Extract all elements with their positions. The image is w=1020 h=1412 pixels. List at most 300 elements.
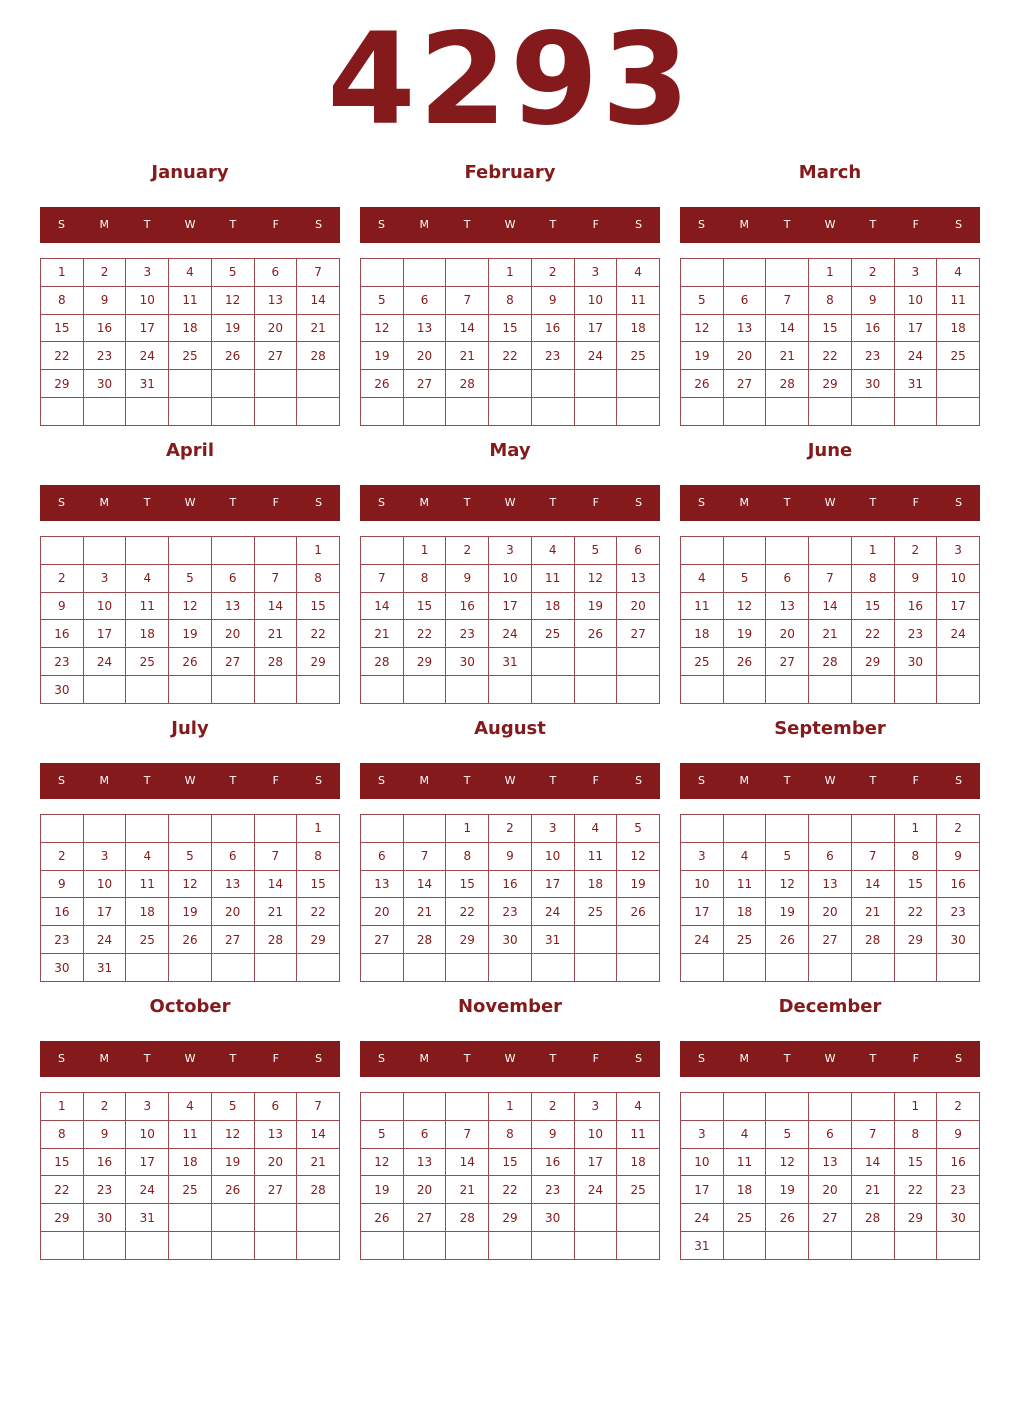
day-cell: 24 [574,1176,617,1204]
day-cell: 20 [809,1176,852,1204]
day-cell: 4 [617,1093,660,1121]
day-cell: 18 [617,1148,660,1176]
day-cell: 21 [766,342,809,370]
week-row [41,926,340,954]
weekday-label: T [463,218,471,231]
week-row [681,286,980,314]
day-cell: 19 [169,620,212,648]
day-cell: 28 [254,648,297,676]
empty-day-cell [211,815,254,843]
day-cell: 2 [937,1093,980,1121]
empty-day-cell [574,398,617,426]
day-cell: 14 [809,592,852,620]
day-cell: 24 [83,648,126,676]
empty-day-cell [446,954,489,982]
weekday-header [40,485,340,521]
empty-day-cell [766,954,809,982]
day-cell: 3 [531,815,574,843]
day-cell: 21 [403,898,446,926]
day-cell: 16 [83,1148,126,1176]
day-cell: 27 [617,620,660,648]
week-row [41,259,340,287]
day-cell: 29 [403,648,446,676]
year-title: 4293 [327,5,693,153]
empty-day-cell [894,676,937,704]
day-cell: 23 [531,342,574,370]
empty-day-cell [254,537,297,565]
day-cell: 27 [254,1176,297,1204]
weekday-label: F [912,1052,919,1065]
day-grid [360,536,660,704]
empty-day-cell [126,1232,169,1260]
day-cell: 3 [83,842,126,870]
day-cell: 17 [574,1148,617,1176]
day-cell: 15 [297,592,340,620]
day-cell: 24 [126,1176,169,1204]
day-cell: 6 [403,1120,446,1148]
empty-day-cell [766,1093,809,1121]
day-cell: 25 [126,926,169,954]
empty-day-cell [83,1232,126,1260]
empty-day-cell [531,676,574,704]
empty-day-cell [446,676,489,704]
day-cell: 13 [809,870,852,898]
weekday-header [680,485,980,521]
day-cell: 22 [403,620,446,648]
day-cell: 28 [809,648,852,676]
week-row [681,398,980,426]
day-cell: 31 [489,648,532,676]
day-cell: 23 [41,926,84,954]
day-cell: 17 [83,898,126,926]
day-cell: 2 [851,259,894,287]
day-cell: 5 [766,1120,809,1148]
day-grid [680,814,980,982]
empty-day-cell [937,676,980,704]
empty-day-cell [617,398,660,426]
weekday-label: W [824,218,836,231]
day-cell: 26 [211,342,254,370]
day-cell: 25 [723,926,766,954]
day-cell: 31 [681,1232,724,1260]
day-cell: 14 [297,286,340,314]
day-cell: 10 [531,842,574,870]
day-cell: 14 [446,1148,489,1176]
empty-day-cell [851,398,894,426]
day-cell: 12 [169,870,212,898]
day-cell: 23 [894,620,937,648]
week-row [41,1176,340,1204]
day-cell: 13 [211,870,254,898]
day-cell: 10 [126,1120,169,1148]
day-cell: 26 [169,926,212,954]
day-cell: 17 [489,592,532,620]
week-row [361,370,660,398]
empty-day-cell [723,1232,766,1260]
day-cell: 12 [169,592,212,620]
empty-day-cell [361,259,404,287]
empty-day-cell [894,954,937,982]
day-cell: 22 [809,342,852,370]
day-cell: 10 [937,564,980,592]
day-cell: 4 [617,259,660,287]
weekday-label: T [463,774,471,787]
day-cell: 11 [574,842,617,870]
day-cell: 10 [83,592,126,620]
week-row [361,1093,660,1121]
empty-day-cell [766,1232,809,1260]
empty-day-cell [531,1232,574,1260]
day-cell: 12 [361,1148,404,1176]
day-cell: 13 [723,314,766,342]
day-cell: 29 [851,648,894,676]
month-name: May [489,440,531,461]
weekday-label: T [229,496,237,509]
day-cell: 14 [766,314,809,342]
day-cell: 11 [617,286,660,314]
weekday-label: W [824,774,836,787]
day-cell: 6 [211,842,254,870]
day-cell: 29 [297,648,340,676]
month-name: July [171,718,209,739]
empty-day-cell [446,398,489,426]
weekday-label: T [783,496,791,509]
day-cell: 5 [169,564,212,592]
weekday-label: F [912,774,919,787]
day-cell: 3 [894,259,937,287]
empty-day-cell [403,815,446,843]
day-cell: 27 [211,926,254,954]
day-cell: 23 [41,648,84,676]
day-cell: 25 [617,1176,660,1204]
week-row [41,370,340,398]
weekday-label: F [272,218,279,231]
empty-day-cell [681,259,724,287]
empty-day-cell [681,954,724,982]
day-cell: 19 [361,342,404,370]
day-cell: 14 [254,592,297,620]
day-cell: 6 [254,259,297,287]
empty-day-cell [446,1232,489,1260]
empty-day-cell [574,676,617,704]
empty-day-cell [809,815,852,843]
day-cell: 21 [254,620,297,648]
day-cell: 20 [723,342,766,370]
day-cell: 15 [403,592,446,620]
month-name: June [807,440,853,461]
day-cell: 15 [41,1148,84,1176]
day-cell: 11 [681,592,724,620]
empty-day-cell [254,398,297,426]
empty-day-cell [681,676,724,704]
day-cell: 24 [574,342,617,370]
day-cell: 11 [531,564,574,592]
day-cell: 11 [937,286,980,314]
empty-day-cell [297,954,340,982]
day-cell: 12 [211,1120,254,1148]
day-cell: 16 [446,592,489,620]
week-row [361,1204,660,1232]
empty-day-cell [809,537,852,565]
weekday-label: W [184,496,196,509]
day-cell: 10 [894,286,937,314]
day-cell: 3 [574,259,617,287]
weekday-label: S [377,496,385,509]
day-cell: 1 [403,537,446,565]
empty-day-cell [681,815,724,843]
week-row [681,370,980,398]
week-row [681,1232,980,1260]
weekday-label: W [504,1052,516,1065]
day-cell: 28 [851,1204,894,1232]
day-cell: 26 [723,648,766,676]
day-cell: 17 [937,592,980,620]
day-cell: 24 [489,620,532,648]
day-cell: 5 [681,286,724,314]
day-cell: 6 [809,842,852,870]
day-cell: 1 [894,1093,937,1121]
empty-day-cell [851,954,894,982]
day-cell: 28 [297,342,340,370]
day-cell: 27 [403,370,446,398]
empty-day-cell [403,1093,446,1121]
empty-day-cell [574,926,617,954]
day-cell: 26 [574,620,617,648]
weekday-label: T [549,496,557,509]
weekday-label: M [419,774,430,787]
empty-day-cell [937,398,980,426]
day-cell: 4 [723,1120,766,1148]
empty-day-cell [126,954,169,982]
day-cell: 26 [766,1204,809,1232]
empty-day-cell [723,537,766,565]
empty-day-cell [211,1232,254,1260]
week-row [681,1148,980,1176]
day-cell: 8 [809,286,852,314]
day-cell: 7 [809,564,852,592]
day-cell: 25 [937,342,980,370]
month-name: March [798,162,862,183]
day-cell: 20 [617,592,660,620]
day-cell: 29 [894,1204,937,1232]
day-cell: 8 [894,1120,937,1148]
week-row [681,954,980,982]
day-cell: 10 [489,564,532,592]
day-cell: 10 [126,286,169,314]
day-cell: 5 [361,286,404,314]
day-cell: 20 [254,314,297,342]
weekday-header [40,207,340,243]
day-cell: 23 [531,1176,574,1204]
day-cell: 22 [894,898,937,926]
weekday-label: M [739,1052,750,1065]
weekday-label: S [697,496,705,509]
empty-day-cell [723,676,766,704]
weekday-label: S [635,1052,643,1065]
day-cell: 8 [489,1120,532,1148]
weekday-header [360,207,660,243]
day-cell: 6 [211,564,254,592]
day-cell: 26 [681,370,724,398]
day-cell: 4 [169,259,212,287]
empty-day-cell [446,259,489,287]
weekday-label: T [143,496,151,509]
empty-day-cell [531,398,574,426]
month-november [360,989,660,1257]
day-cell: 9 [41,870,84,898]
empty-day-cell [297,1204,340,1232]
day-cell: 27 [723,370,766,398]
empty-day-cell [211,370,254,398]
day-cell: 12 [574,564,617,592]
empty-day-cell [489,1232,532,1260]
day-cell: 31 [83,954,126,982]
weekday-label: S [955,774,963,787]
day-cell: 11 [169,286,212,314]
empty-day-cell [211,398,254,426]
empty-day-cell [809,398,852,426]
day-cell: 21 [851,1176,894,1204]
day-cell: 30 [83,1204,126,1232]
week-row [41,1093,340,1121]
day-cell: 12 [723,592,766,620]
day-cell: 13 [766,592,809,620]
empty-day-cell [254,815,297,843]
empty-day-cell [617,648,660,676]
weekday-label: S [955,1052,963,1065]
day-cell: 21 [851,898,894,926]
day-cell: 8 [894,842,937,870]
week-row [361,954,660,982]
day-cell: 12 [681,314,724,342]
empty-day-cell [126,676,169,704]
weekday-label: S [377,1052,385,1065]
empty-day-cell [723,398,766,426]
weekday-label: T [869,774,877,787]
day-cell: 6 [254,1093,297,1121]
weekday-label: F [592,496,599,509]
month-name: September [774,718,886,739]
day-cell: 29 [41,1204,84,1232]
day-cell: 28 [297,1176,340,1204]
week-row [681,926,980,954]
weekday-label: W [504,218,516,231]
day-cell: 28 [446,370,489,398]
week-row [361,1148,660,1176]
day-cell: 20 [403,342,446,370]
empty-day-cell [169,370,212,398]
weekday-label: F [272,496,279,509]
day-cell: 6 [403,286,446,314]
week-row [41,954,340,982]
day-cell: 28 [403,926,446,954]
week-row [361,342,660,370]
empty-day-cell [41,537,84,565]
day-cell: 16 [894,592,937,620]
empty-day-cell [41,398,84,426]
day-cell: 14 [446,314,489,342]
empty-day-cell [851,815,894,843]
day-cell: 24 [531,898,574,926]
day-cell: 16 [851,314,894,342]
day-cell: 18 [681,620,724,648]
week-row [361,898,660,926]
empty-day-cell [361,398,404,426]
day-cell: 20 [211,620,254,648]
day-cell: 27 [361,926,404,954]
week-row [681,870,980,898]
day-cell: 4 [681,564,724,592]
day-cell: 30 [937,926,980,954]
day-cell: 8 [297,564,340,592]
month-name: October [149,996,231,1017]
empty-day-cell [766,398,809,426]
empty-day-cell [126,537,169,565]
empty-day-cell [403,259,446,287]
day-cell: 23 [83,342,126,370]
week-row [361,564,660,592]
day-cell: 5 [211,259,254,287]
weekday-label: S [635,496,643,509]
month-name: April [165,440,215,461]
day-cell: 17 [574,314,617,342]
week-row [681,676,980,704]
day-cell: 19 [211,314,254,342]
day-cell: 4 [574,815,617,843]
day-cell: 22 [851,620,894,648]
empty-day-cell [937,648,980,676]
weekday-label: T [549,218,557,231]
weekday-label: S [697,1052,705,1065]
day-cell: 19 [766,898,809,926]
empty-day-cell [574,648,617,676]
day-cell: 18 [169,314,212,342]
weekday-label: S [57,218,65,231]
day-cell: 29 [297,926,340,954]
day-cell: 31 [894,370,937,398]
empty-day-cell [489,398,532,426]
week-row [681,342,980,370]
day-cell: 19 [211,1148,254,1176]
day-cell: 9 [937,1120,980,1148]
day-cell: 14 [254,870,297,898]
day-cell: 7 [297,259,340,287]
month-june [680,433,980,701]
week-row [41,676,340,704]
week-row [361,537,660,565]
empty-day-cell [254,676,297,704]
day-cell: 27 [809,1204,852,1232]
day-cell: 18 [531,592,574,620]
empty-day-cell [403,954,446,982]
day-cell: 23 [937,1176,980,1204]
day-cell: 1 [489,259,532,287]
empty-day-cell [766,815,809,843]
week-row [41,842,340,870]
day-cell: 6 [766,564,809,592]
day-grid [40,258,340,426]
day-grid [40,1092,340,1260]
day-cell: 26 [169,648,212,676]
day-cell: 27 [809,926,852,954]
day-grid [360,1092,660,1260]
empty-day-cell [681,1093,724,1121]
empty-day-cell [361,537,404,565]
empty-day-cell [809,954,852,982]
empty-day-cell [83,676,126,704]
day-cell: 16 [83,314,126,342]
day-cell: 1 [894,815,937,843]
